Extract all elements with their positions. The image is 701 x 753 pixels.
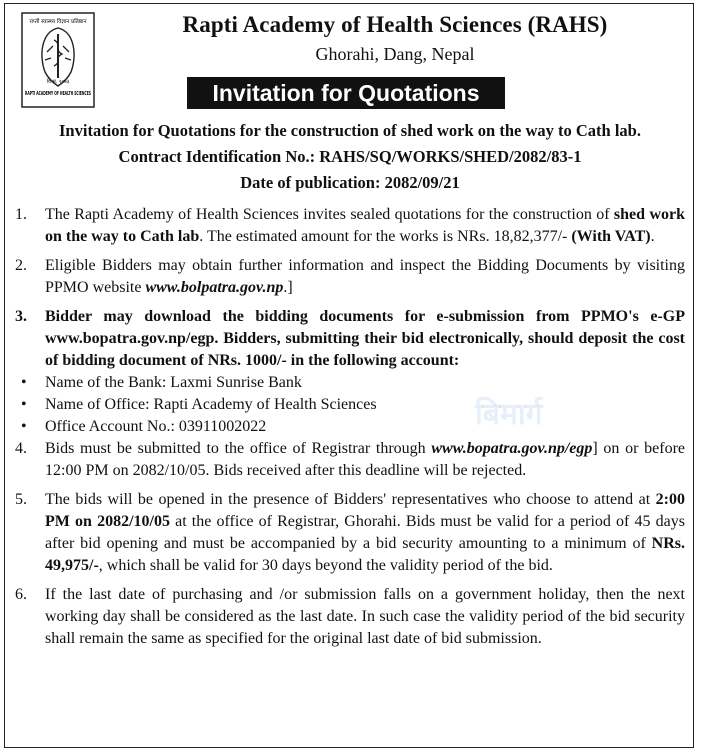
item-text: Eligible Bidders may obtain further information and inspect the Bidding Documents by visiting PPMO website www.bolpatra.gov.np.]: [45, 257, 685, 296]
item-text: If the last date of purchasing and /or submission falls on a government holiday, then the next working day shall be considered as the last date. In such case the validity period of the bid security shall remain the same as specified for the original last date of bid submission.: [45, 586, 685, 647]
item-text: Bidder may download the bidding documents for e-submission from PPMO's e-GP www.bopatra.gov.np/egp. Bidders, submitting their bid electronically, should deposit the cost of bidding document of NRs. 1000/- in the following account:: [45, 308, 685, 369]
logo-top-text: राप्ती स्वास्थ्य विज्ञान प्रतिष्ठान: [29, 19, 87, 25]
notice-frame: [4, 3, 694, 748]
notice-header: [5, 4, 695, 116]
bank-name: • Name of the Bank: Laxmi Sunrise Bank: [21, 374, 302, 391]
notice-item-2: [15, 255, 685, 299]
watermark: बिमार्ग: [475, 397, 543, 432]
account-number: • Office Account No.: 03911002022: [21, 418, 267, 435]
item-number: 6.: [15, 586, 27, 603]
logo-year: वि.सं. २०७३: [46, 79, 70, 85]
notice-item-3: [15, 306, 685, 372]
item-number: 1.: [15, 206, 27, 223]
heading-contract-id: Contract Identification No.: RAHS/SQ/WORKS/SHED/2082/83-1: [118, 147, 582, 166]
notice-item-6: [15, 584, 685, 650]
rahs-logo: [21, 12, 95, 108]
item-number: 2.: [15, 257, 27, 274]
bank-details: [15, 372, 685, 438]
notice-banner: Invitation for Quotations: [187, 77, 505, 109]
item-number: 4.: [15, 440, 27, 457]
institution-address: Ghorahi, Dang, Nepal: [315, 44, 475, 64]
item-text: The bids will be opened in the presence of Bidders' representatives who choose to attend at 2:00 PM on 2082/10/05 at the office of Registrar, Ghorahi. Bids must be valid for a period of 45 days after bid opening and must be accompanied by a bid security amounting to a minimum of NRs. 49,975/-, which shall be valid for 30 days beyond the validity period of the bid.: [45, 491, 686, 574]
item-text: The Rapti Academy of Health Sciences invites sealed quotations for the construction of shed work on the way to Cath lab. The estimated amount for the works is NRs. 18,82,377/- (With VAT).: [45, 206, 685, 245]
notice-item-1: [15, 204, 685, 248]
institution-name: Rapti Academy of Health Sciences (RAHS): [182, 12, 608, 37]
item-text: Bids must be submitted to the office of Registrar through www.bopatra.gov.np/egp] on or before 12:00 PM on 2082/10/05. Bids received after this deadline will be rejected.: [45, 440, 685, 479]
item-number: 3.: [15, 308, 27, 325]
office-name: • Name of Office: Rapti Academy of Health Sciences: [21, 396, 377, 413]
notice-items: [15, 204, 685, 657]
notice-item-4: [15, 438, 685, 482]
website-link[interactable]: www.bolpatra.gov.np: [145, 279, 284, 296]
item-number: 5.: [15, 491, 27, 508]
heading-publication-date: Date of publication: 2082/09/21: [240, 173, 460, 192]
logo-bottom-text: RAPTI ACADEMY OF HEALTH SCIENCES: [25, 91, 92, 97]
notice-item-5: [15, 489, 685, 577]
egp-link[interactable]: www.bopatra.gov.np/egp: [431, 440, 593, 457]
notice-headings: [5, 118, 695, 196]
heading-subject: Invitation for Quotations for the construction of shed work on the way to Cath lab.: [59, 121, 641, 140]
